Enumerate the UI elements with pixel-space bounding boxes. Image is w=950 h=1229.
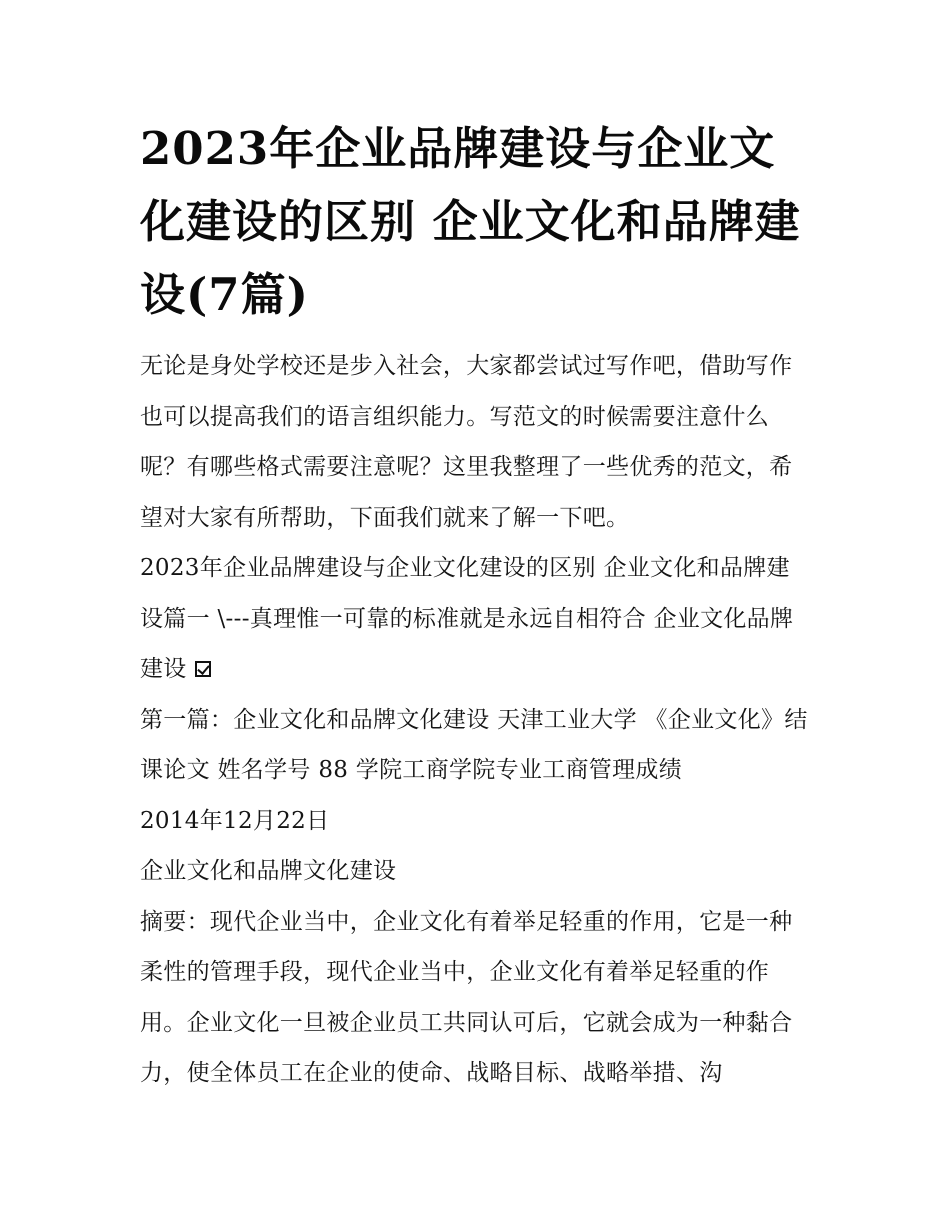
intro-paragraph: 无论是身处学校还是步入社会，大家都尝试过写作吧，借助写作也可以提高我们的语言组织能力。写范文的时候需要注意什么呢？有哪些格式需要注意呢？这里我整理了一些优秀的范文，希望对大家有所帮助，下面我们就来了解一下吧。 bbox=[140, 353, 793, 531]
section-heading-text: 2023年企业品牌建设与企业文化建设的区别 企业文化和品牌建设篇一 \---真理惟一可靠的标准就是永远自相符合 企业文化品牌建设 bbox=[140, 555, 794, 682]
first-article-paragraph: 第一篇：企业文化和品牌文化建设 天津工业大学 《企业文化》结课论文 姓名学号 88 学院工商学院专业工商管理成绩 bbox=[140, 706, 808, 783]
section-heading-paragraph bbox=[140, 543, 812, 695]
document-body bbox=[140, 112, 812, 1099]
abstract-paragraph: 摘要：现代企业当中，企业文化有着举足轻重的作用，它是一种柔性的管理手段，现代企业当中，企业文化有着举足轻重的作用。企业文化一旦被企业员工共同认可后，它就会成为一种黏合力，使全体员工在企业的使命、战略目标、战略举措、沟 bbox=[140, 908, 793, 1086]
document-title: 2023年企业品牌建设与企业文化建设的区别 企业文化和品牌建设(7篇) bbox=[140, 122, 801, 321]
date-line: 2014年12月22日 bbox=[140, 807, 330, 834]
article-subtitle: 企业文化和品牌文化建设 bbox=[140, 858, 397, 884]
checkbox-checked-icon bbox=[195, 661, 211, 677]
